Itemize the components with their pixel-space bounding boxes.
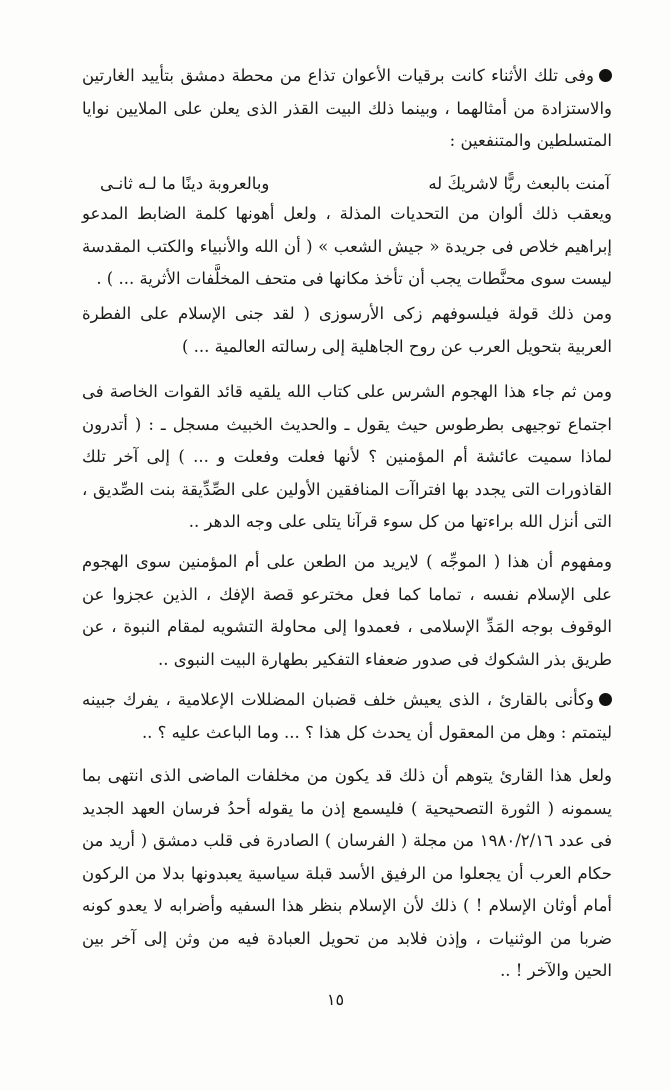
poetry-verse bbox=[100, 168, 610, 200]
paragraph-4-text: ومن ثم جاء هذا الهجوم الشرس على كتاب الله يلقيه قائد القوات الخاصة فى اجتماع توجيهى بطرطوس حيث يقول ـ والحديث الخبيث مسجل ـ : ( أتدرون لماذا سميت عائشة أم المؤمنين ؟ لأنها فعلت وفعلت و ... ) إلى آخر تلك القاذورات التى يجدد بها افتراآت المنافقين الأولين على الصِّدِّيقة بنت الصِّديق ، التى أنزل الله براءتها من كل سوء قرآنا يتلى على وجه الدهر .. bbox=[82, 382, 612, 531]
paragraph-1 bbox=[82, 60, 612, 158]
paragraph-2-text: ويعقب ذلك ألوان من التحديات المذلة ، ولعل أهونها كلمة الضابط المدعو إبراهيم خلاص فى جريدة « جيش الشعب » ( أن الله والأنبياء والكتب المقدسة ليست سوى محنَّطات يجب أن تأخذ مكانها فى متحف المخلَّفات الأثرية ... ) . bbox=[82, 204, 612, 288]
paragraph-3-text: ومن ذلك قولة فيلسوفهم زكى الأرسوزى ( لقد جنى الإسلام على الفطرة العربية بتحويل العرب عن روح الجاهلية إلى رسالته العالمية ... ) bbox=[82, 304, 612, 356]
paragraph-7-text: ولعل هذا القارئ يتوهم أن ذلك قد يكون من مخلفات الماضى الذى انتهى بما يسمونه ( الثورة التصحيحية ) فليسمع إذن ما يقوله أحدُ فرسان العهد الجديد فى عدد ١٩٨٠/٢/١٦ من مجلة ( الفرسان ) الصادرة فى قلب دمشق ( أريد من حكام العرب أن يجعلوا من الرفيق الأسد قبلة سياسية يعبدونها بدلا من الركون أمام أوثان الإسلام ! ) ذلك لأن الإسلام بنظر هذا السفيه وأضرابه لا يعدو كونه ضربا من الوثنيات ، وإذن فلابد من تحويل العبادة فيه من وثن إلى آخر بين الحين والآخر ! .. bbox=[82, 766, 612, 980]
paragraph-5-text: ومفهوم أن هذا ( الموجِّه ) لايريد من الطعن على أم المؤمنين سوى الهجوم على الإسلام نفسه ، تماما كما فعل مخترعو قصة الإفك ، الذين عجزوا عن الوقوف بوجه المَدِّ الإسلامى ، فعمدوا إلى محاولة التشويه لمقام النبوة ، عن طريق بذر الشكوك فى صدور ضعفاء التفكير بطهارة البيت النبوى .. bbox=[82, 552, 612, 669]
verse-left-hemistich: وبالعروبة دينًا ما لـه ثانـى bbox=[100, 174, 270, 193]
page-number: ١٥ bbox=[326, 990, 345, 1009]
paragraph-5 bbox=[82, 546, 612, 676]
paragraph-6 bbox=[82, 684, 612, 749]
paragraph-3 bbox=[82, 298, 612, 363]
verse-right-hemistich: آمنت بالبعث ربًّا لاشريكَ له bbox=[428, 174, 610, 193]
paragraph-2 bbox=[82, 198, 612, 296]
bullet-icon bbox=[599, 693, 612, 706]
paragraph-1-text: وفى تلك الأثناء كانت برقيات الأعوان تذاع من محطة دمشق بتأييد الغارتين والاستزادة من أمثالهما ، وبينما ذلك البيت القذر الذى يعلن على الملايين نوايا المتسلطين والمتنفعين : bbox=[82, 66, 612, 150]
paragraph-6-text: وكأنى بالقارئ ، الذى يعيش خلف قضبان المضللات الإعلامية ، يفرك جبينه ليتمتم : وهل من المعقول أن يحدث كل هذا ؟ ... وما الباعث عليه ؟ .. bbox=[82, 690, 612, 742]
bullet-icon bbox=[599, 69, 612, 82]
paragraph-7 bbox=[82, 760, 612, 988]
paragraph-4 bbox=[82, 376, 612, 539]
